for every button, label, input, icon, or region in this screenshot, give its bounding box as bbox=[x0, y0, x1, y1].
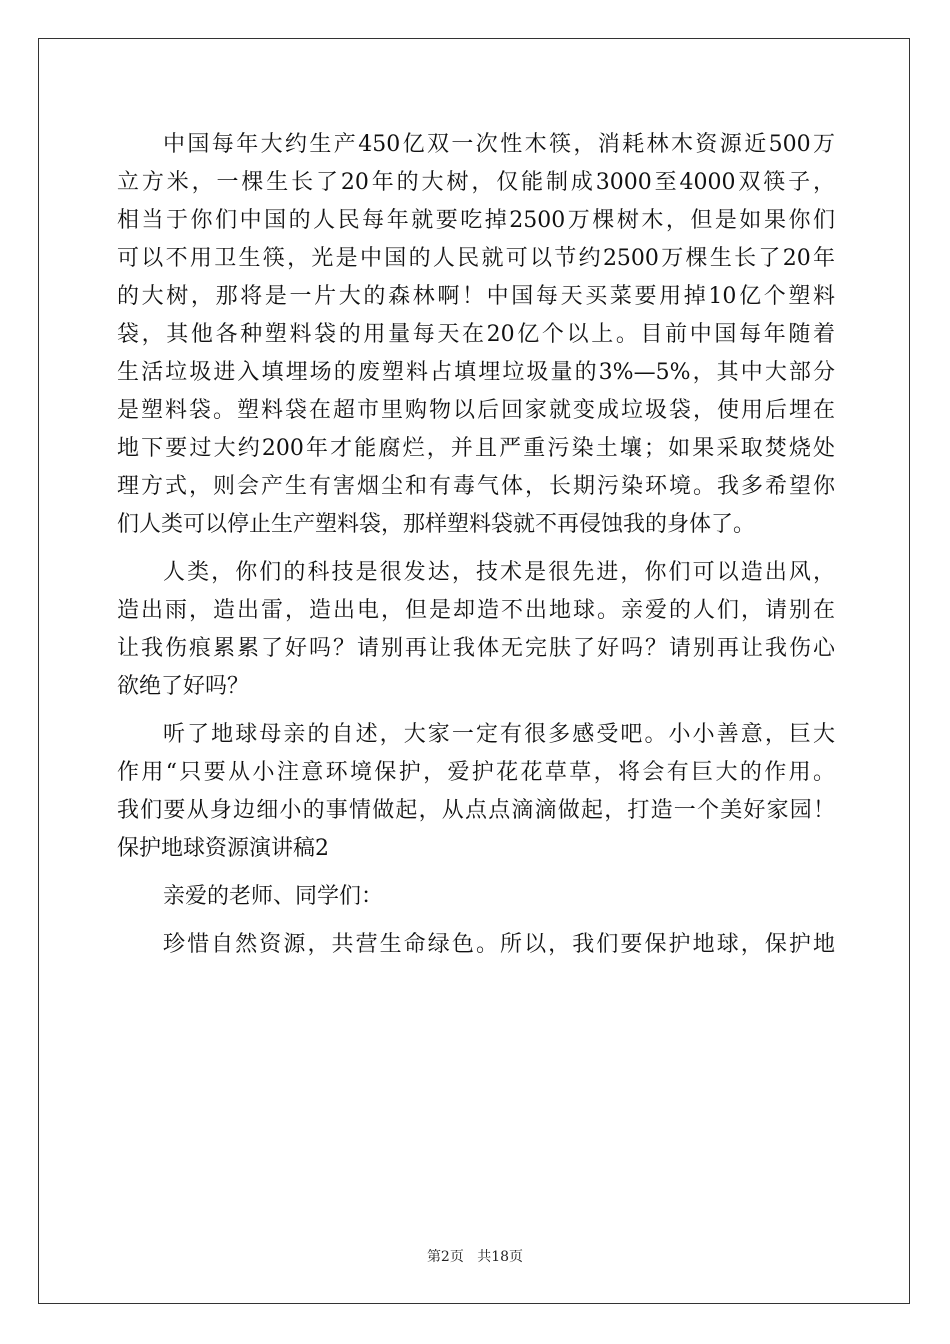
text-line: 相当于你们中国的人民每年就要吃掉2500万棵树木，但是如果你们 bbox=[117, 208, 835, 233]
page-total: 共18页 bbox=[477, 1249, 524, 1265]
page-number: 第2页 bbox=[426, 1249, 464, 1265]
text-line: 可以不用卫生筷，光是中国的人民就可以节约2500万棵生长了20年 bbox=[117, 246, 835, 271]
text-line: 的大树，那将是一片大的森林啊！中国每天买菜要用掉10亿个塑料 bbox=[117, 284, 835, 309]
text-line: 地下要过大约200年才能腐烂，并且严重污染土壤；如果采取焚烧处 bbox=[117, 436, 835, 461]
text-line: 是塑料袋。塑料袋在超市里购物以后回家就变成垃圾袋，使用后埋在 bbox=[117, 398, 835, 423]
text-line: 袋，其他各种塑料袋的用量每天在20亿个以上。目前中国每年随着 bbox=[117, 322, 835, 347]
text-line: 我们要从身边细小的事情做起，从点点滴滴做起，打造一个美好家园！ bbox=[117, 798, 835, 823]
text-line: 欲绝了好吗？ bbox=[117, 674, 250, 699]
salutation: 亲爱的老师、同学们： bbox=[163, 884, 384, 909]
text-line: 作用“只要从小注意环境保护，爱护花花草草，将会有巨大的作用。 bbox=[117, 760, 835, 785]
text-line: 生活垃圾进入填埋场的废塑料占填埋垃圾量的3%—5%，其中大部分 bbox=[117, 360, 835, 385]
text-line: 听了地球母亲的自述，大家一定有很多感受吧。小小善意，巨大 bbox=[163, 722, 835, 747]
text-line: 立方米，一棵生长了20年的大树，仅能制成3000至4000双筷子， bbox=[117, 170, 835, 195]
text-line: 让我伤痕累累了好吗？请别再让我体无完肤了好吗？请别再让我伤心 bbox=[117, 636, 835, 661]
text-line: 理方式，则会产生有害烟尘和有毒气体，长期污染环境。我多希望你 bbox=[117, 474, 835, 499]
text-line: 人类，你们的科技是很发达，技术是很先进，你们可以造出风， bbox=[163, 560, 835, 585]
text-line: 珍惜自然资源，共营生命绿色。所以，我们要保护地球，保护地 bbox=[163, 932, 835, 957]
text-line: 们人类可以停止生产塑料袋，那样塑料袋就不再侵蚀我的身体了。 bbox=[117, 512, 756, 537]
text-line: 造出雨，造出雷，造出电，但是却造不出地球。亲爱的人们，请别在 bbox=[117, 598, 835, 623]
text-line: 中国每年大约生产450亿双一次性木筷，消耗林木资源近500万 bbox=[163, 132, 835, 157]
page-footer bbox=[0, 1247, 950, 1267]
section-heading: 保护地球资源演讲稿2 bbox=[117, 836, 329, 861]
